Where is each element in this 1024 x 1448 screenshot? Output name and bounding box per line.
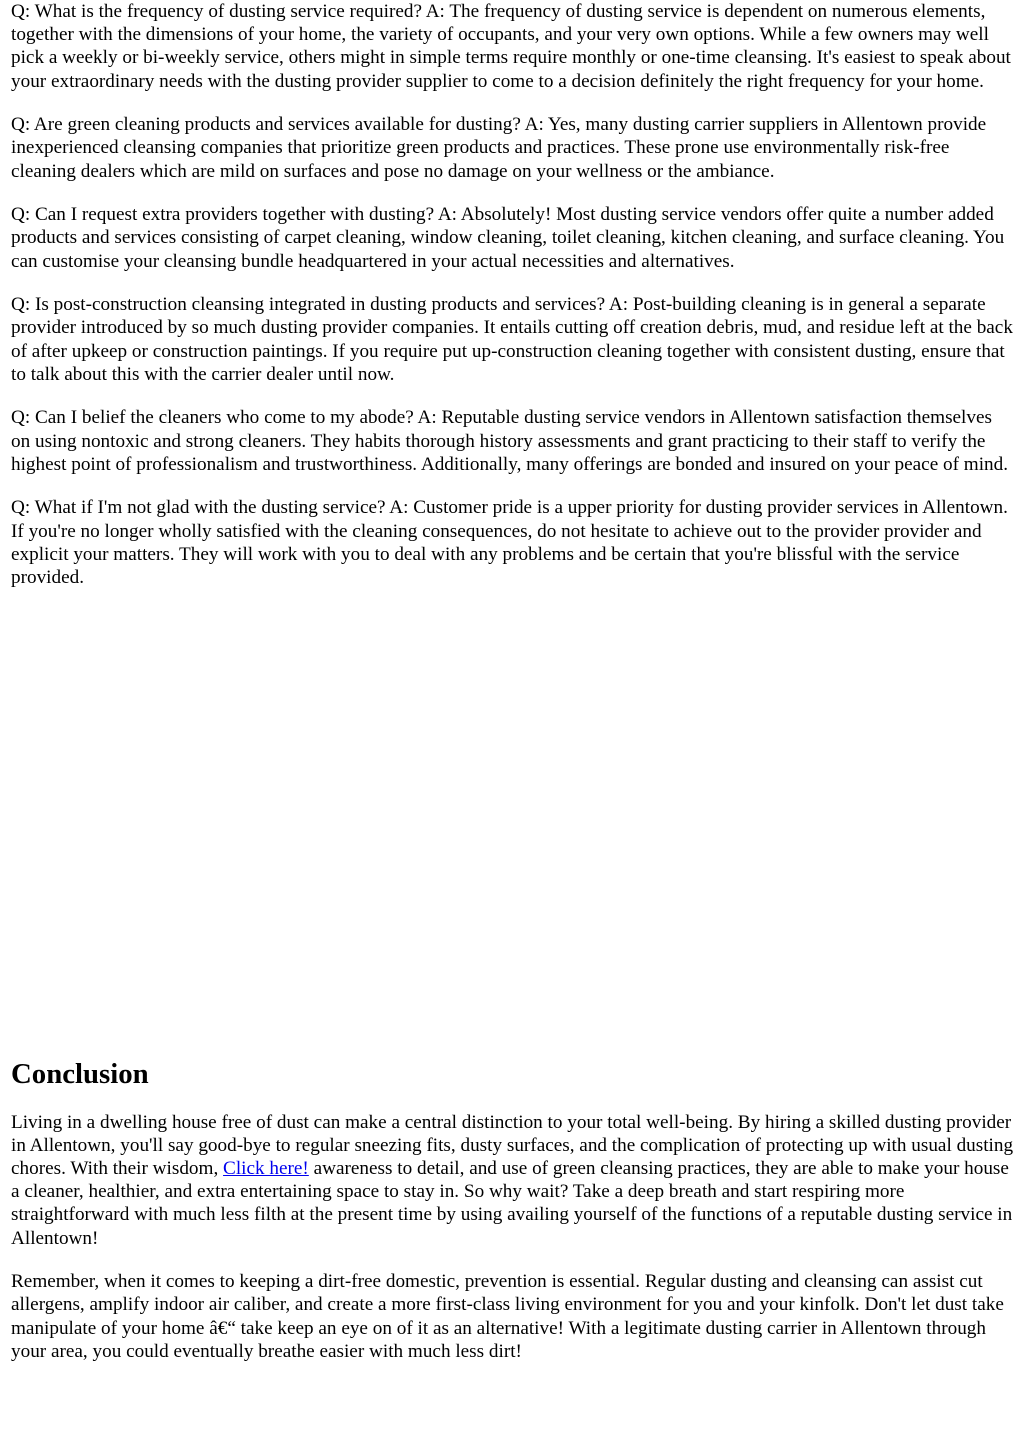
conclusion-paragraph-1 [11, 1111, 1015, 1250]
faq-item-trust-cleaners: Q: Can I belief the cleaners who come to my abode? A: Reputable dusting service vendors in Allentown satisfaction themselves on using nontoxic and strong cleaners. They habits thorough history assessments and grant practicing to their staff to verify the highest point of professionalism and trustworthiness. Additionally, many offerings are bonded and insured on your peace of mind. [11, 407, 1009, 475]
conclusion-section [11, 1057, 1015, 1363]
conclusion-heading: Conclusion [11, 1057, 149, 1090]
document-content [11, 0, 1015, 1383]
conclusion-paragraph-2: Remember, when it comes to keeping a dirt-free domestic, prevention is essential. Regular dusting and cleansing can assist cut allergens, amplify indoor air caliber, and create a more first-class living environment for you and your kinfolk. Don't let dust take manipulate of your home â€“ take keep an eye on of it as an alternative! With a legitimate dusting carrier in Allentown through your area, you could eventually breathe easier with much less dirt! [11, 1271, 1004, 1362]
faq-item-green-cleaning: Q: Are green cleaning products and services available for dusting? A: Yes, many dusting carrier suppliers in Allentown provide inexperienced cleansing companies that prioritize green products and practices. These prone use environmentally risk-free cleaning dealers which are mild on surfaces and pose no damage on your wellness or the ambiance. [11, 114, 987, 182]
faq-item-post-construction: Q: Is post-construction cleansing integrated in dusting products and services? A: Post-building cleaning is in general a separate provider introduced by so much dusting provider companies. It entails cutting off creation debris, mud, and residue left at the back of after upkeep or construction paintings. If you require put up-construction cleaning together with consistent dusting, ensure that to talk about this with the carrier dealer until now. [11, 294, 1013, 385]
faq-item-satisfaction: Q: What if I'm not glad with the dusting service? A: Customer pride is a upper priority for dusting provider services in Allentown. If you're no longer wholly satisfied with the cleaning consequences, do not hesitate to achieve out to the provider provider and explicit your matters. They will work with you to deal with any problems and be certain that you're blissful with the service provided. [11, 497, 1008, 589]
blank-space [11, 610, 1015, 1057]
faq-item-extra-services: Q: Can I request extra providers together with dusting? A: Absolutely! Most dusting service vendors offer quite a number added products and services consisting of carpet cleaning, window cleaning, toilet cleaning, kitchen cleaning, and surface cleaning. You can customise your cleansing bundle headquartered in your actual necessities and alternatives. [11, 204, 1005, 272]
conclusion-text-before-link: Living in a dwelling house free of dust can make a central distinction to your total well-being. By hiring a skilled dusting provider in Allentown, you'll say good-bye to regular sneezing fits, dusty surfaces, and the complication of protecting up with usual dusting chores. With their wisdom, [11, 1111, 1014, 1180]
click-here-link[interactable]: Click here! [223, 1158, 309, 1180]
conclusion-text-after-link: awareness to detail, and use of green cleansing practices, they are able to make your house a cleaner, healthier, and extra entertaining space to stay in. So why wait? Take a deep breath and start respiring more straightforward with much less filth at the present time by using availing yourself of the functions of a reputable dusting service in Allentown! [11, 1158, 1013, 1249]
faq-section [11, 0, 1015, 589]
faq-item-frequency: Q: What is the frequency of dusting service required? A: The frequency of dusting service is dependent on numerous elements, together with the dimensions of your home, the variety of occupants, and your very own options. While a few owners may well pick a weekly or bi-weekly service, others might in simple terms require monthly or one-time cleansing. It's easiest to speak about your extraordinary needs with the dusting provider supplier to come to a decision definitely the right frequency for your home. [11, 1, 1011, 92]
